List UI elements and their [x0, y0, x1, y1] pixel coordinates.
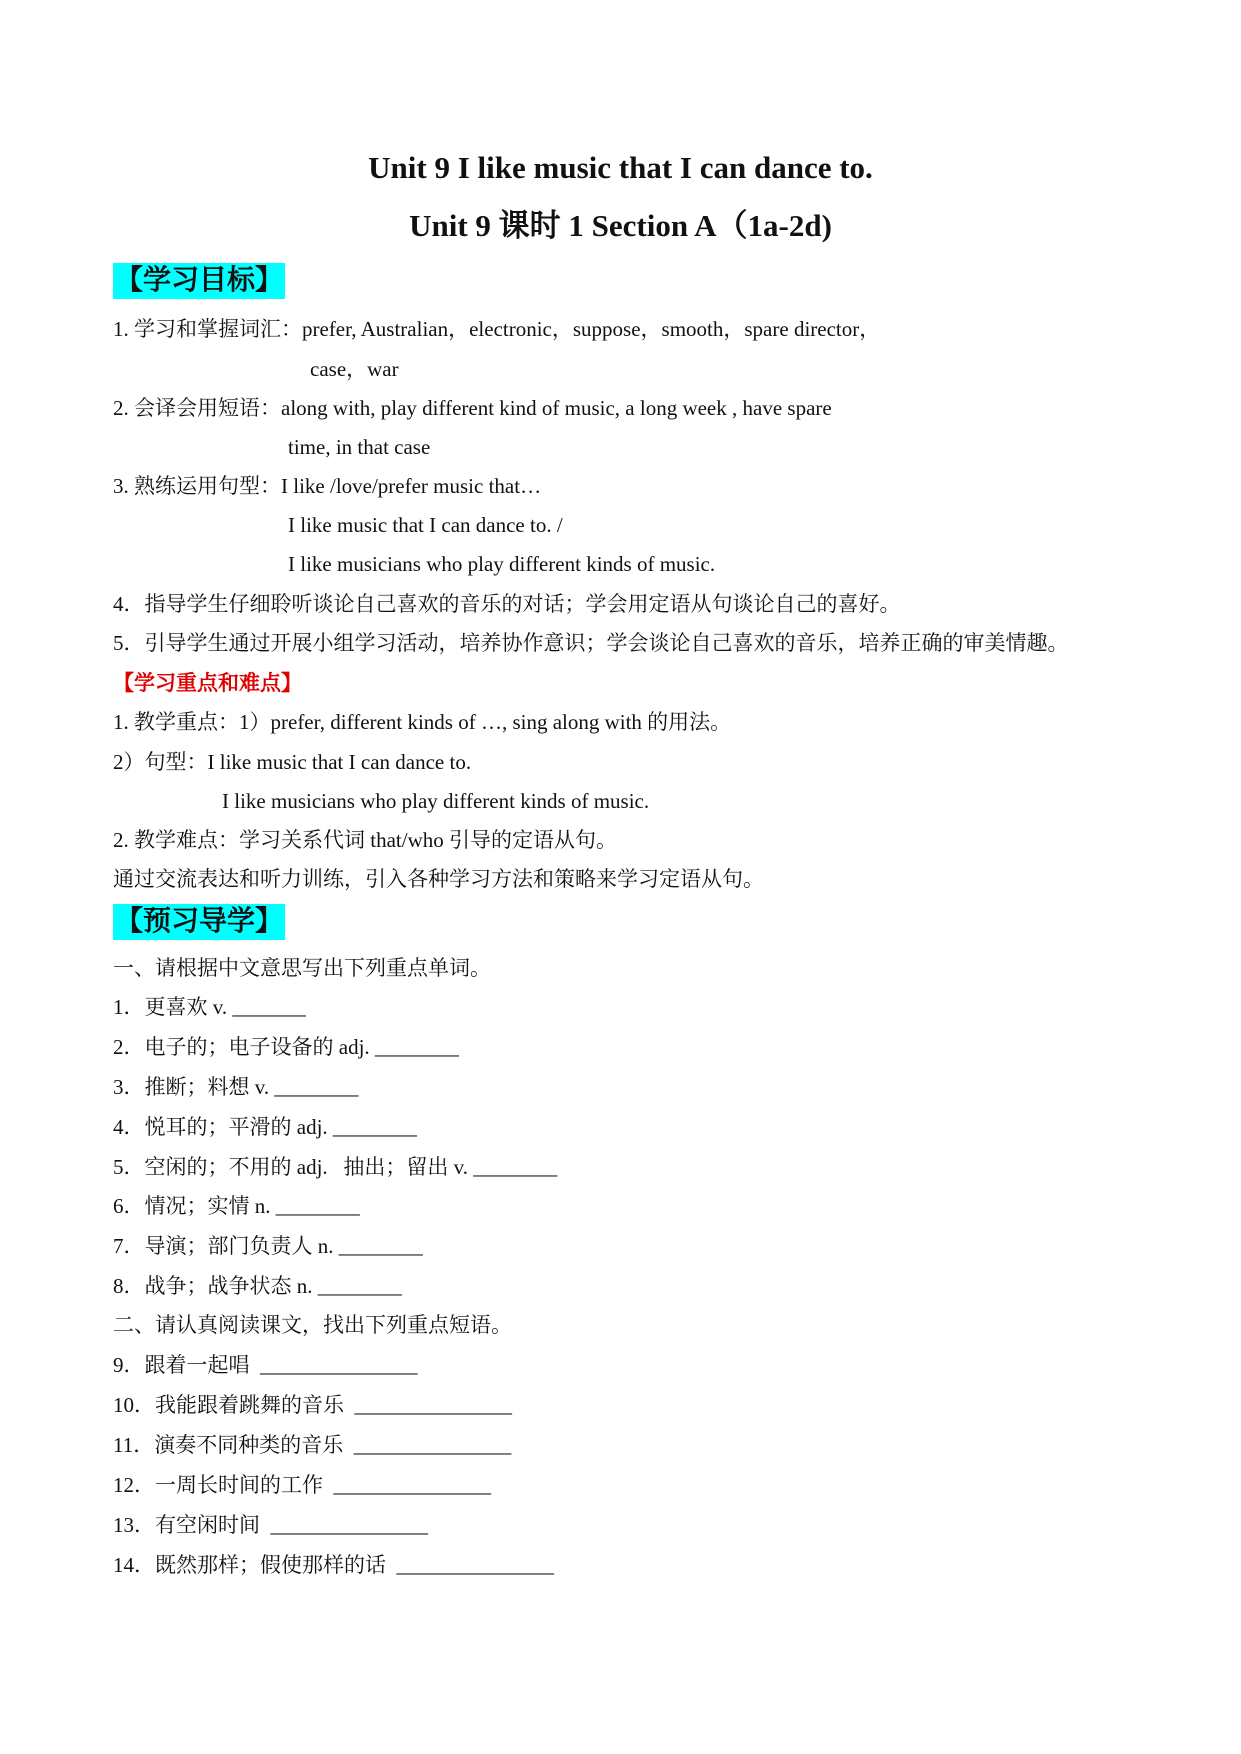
document-title: Unit 9 I like music that I can dance to.: [368, 150, 873, 185]
objective-line: case，war: [310, 357, 399, 381]
phrase-exercise: 14．既然那样；假使那样的话 _______________: [113, 1553, 554, 1577]
word-exercise: 4．悦耳的；平滑的 adj. ________: [113, 1115, 417, 1139]
document-subtitle: Unit 9 课时 1 Section A（1a-2d): [409, 208, 832, 243]
objective-line: 1. 学习和掌握词汇：prefer, Australian，electronic，suppose，smooth，spare director，: [113, 317, 881, 341]
phrase-exercise: 11．演奏不同种类的音乐 _______________: [113, 1433, 512, 1457]
preview-section-phrases: 二、请认真阅读课文，找出下列重点短语。: [113, 1313, 512, 1337]
key-point-line: 1. 教学重点：1）prefer, different kinds of …, sing along with 的用法。: [113, 710, 732, 734]
key-points-heading: 【学习重点和难点】: [113, 671, 302, 695]
objective-line: 2. 会译会用短语：along with, play different kind of music, a long week , have spare: [113, 396, 832, 420]
phrase-exercise: 12．一周长时间的工作 _______________: [113, 1473, 491, 1497]
preview-heading: 【预习导学】: [113, 904, 285, 940]
phrase-exercise: 10．我能跟着跳舞的音乐 _______________: [113, 1393, 512, 1417]
objective-line: time, in that case: [288, 435, 431, 459]
word-exercise: 6．情况；实情 n. ________: [113, 1194, 360, 1218]
objective-line: 4．指导学生仔细聆听谈论自己喜欢的音乐的对话；学会用定语从句谈论自己的喜好。: [113, 592, 901, 616]
key-point-line: 2. 教学难点：学习关系代词 that/who 引导的定语从句。: [113, 828, 617, 852]
word-exercise: 8．战争；战争状态 n. ________: [113, 1274, 402, 1298]
word-exercise: 2．电子的；电子设备的 adj. ________: [113, 1035, 459, 1059]
word-exercise: 7．导演；部门负责人 n. ________: [113, 1234, 423, 1258]
objectives-heading: 【学习目标】: [113, 263, 285, 299]
key-point-line: 通过交流表达和听力训练，引入各种学习方法和策略来学习定语从句。: [113, 867, 764, 891]
key-point-line: 2）句型：I like music that I can dance to.: [113, 750, 472, 774]
objective-line: 3. 熟练运用句型：I like /love/prefer music that…: [113, 474, 542, 498]
objective-line: I like music that I can dance to. /: [288, 513, 563, 537]
key-point-line: I like musicians who play different kinds of music.: [222, 789, 650, 813]
objective-line: 5．引导学生通过开展小组学习活动，培养协作意识；学会谈论自己喜欢的音乐，培养正确的审美情趣。: [113, 631, 1069, 655]
phrase-exercise: 9．跟着一起唱 _______________: [113, 1353, 418, 1377]
word-exercise: 3．推断；料想 v. ________: [113, 1075, 359, 1099]
objective-line: I like musicians who play different kinds of music.: [288, 552, 716, 576]
word-exercise: 1．更喜欢 v. _______: [113, 995, 306, 1019]
word-exercise: 5．空闲的；不用的 adj. 抽出；留出 v. ________: [113, 1155, 558, 1179]
preview-section-words: 一、请根据中文意思写出下列重点单词。: [113, 956, 491, 980]
phrase-exercise: 13．有空闲时间 _______________: [113, 1513, 428, 1537]
